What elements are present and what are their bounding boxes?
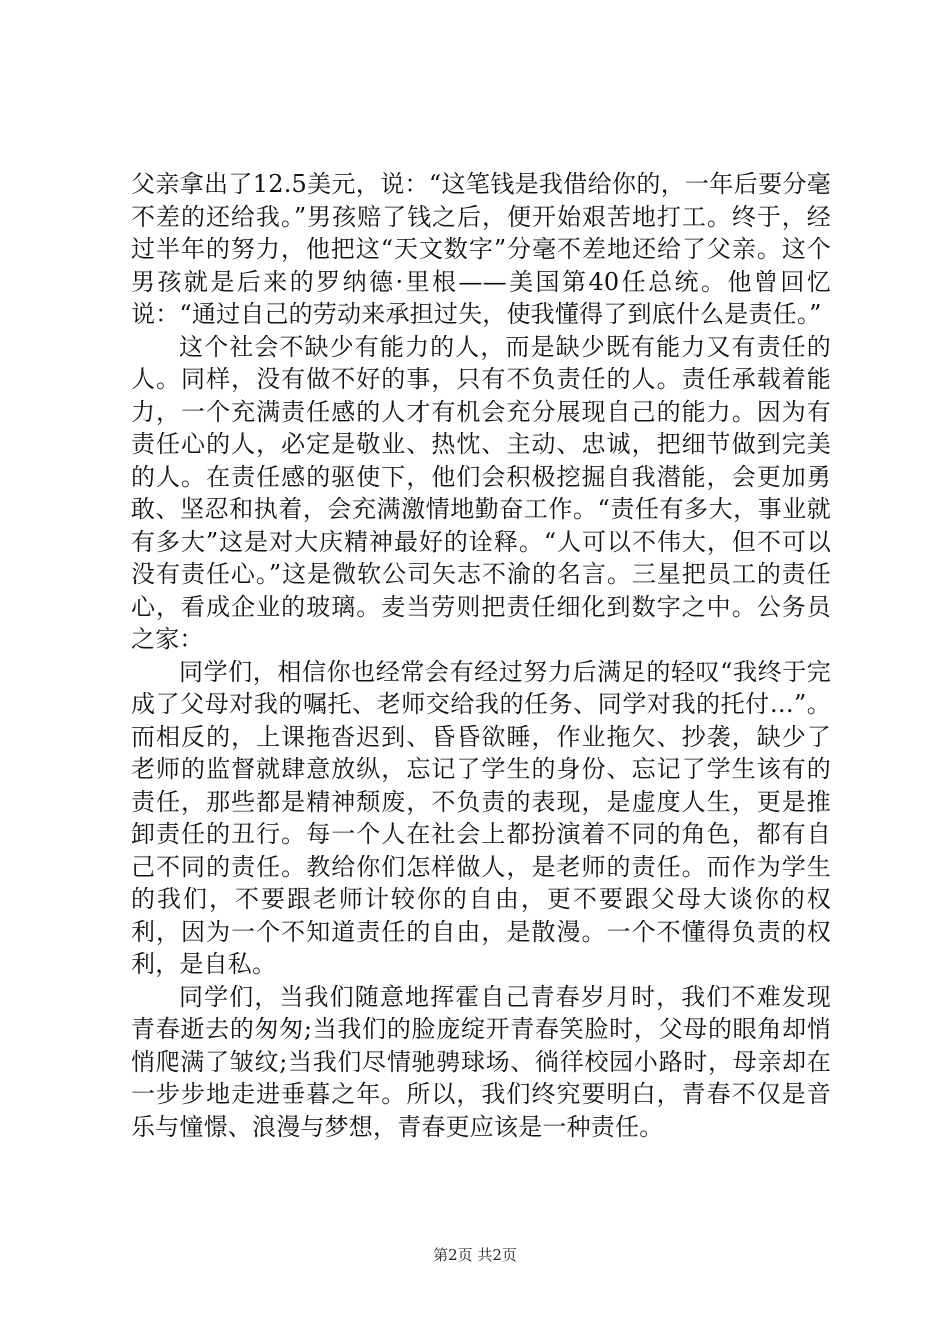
paragraph-youth-responsibility: 同学们，当我们随意地挥霍自己青春岁月时，我们不难发现青春逝去的匆匆;当我们的脸庞绽开青春笑脸时，父母的眼角却悄悄爬满了皱纹;当我们尽情驰骋球场、徜徉校园小路时，母亲却在一步步地走进垂暮之年。所以，我们终究要明白，青春不仅是音乐与憧憬、浪漫与梦想，青春更应该是一种责任。 xyxy=(131,982,831,1141)
paragraph-reagan-story: 父亲拿出了12.5美元，说：“这笔钱是我借给你的，一年后要分毫不差的还给我。”男孩赔了钱之后，便开始艰苦地打工。终于，经过半年的努力，他把这“天文数字”分毫不差地还给了父亲。这个男孩就是后来的罗纳德·里根——美国第40任总统。他曾回忆说：“通过自己的劳动来承担过失，使我懂得了到底什么是责任。” xyxy=(131,170,831,328)
paragraph-ability-responsibility: 这个社会不缺少有能力的人，而是缺少既有能力又有责任的人。同样，没有做不好的事，只有不负责任的人。责任承载着能力，一个充满责任感的人才有机会充分展现自己的能力。因为有责任心的人，必定是敬业、热忱、主动、忠诚，把细节做到完美的人。在责任感的驱使下，他们会积极挖掘自我潜能，会更加勇敢、坚忍和执着，会充满激情地勤奋工作。“责任有多大，事业就有多大”这是对大庆精神最好的诠释。“人可以不伟大，但不可以没有责任心。”这是微软公司矢志不渝的名言。三星把员工的责任心，看成企业的玻璃。麦当劳则把责任细化到数字之中。公务员之家： xyxy=(131,332,831,653)
document-body xyxy=(131,168,831,1143)
paragraph-students-duty: 同学们，相信你也经常会有经过努力后满足的轻叹“我终于完成了父母对我的嘱托、老师交给我的任务、同学对我的托付…”。而相反的，上课拖沓迟到、昏昏欲睡，作业拖欠、抄袭，缺少了老师的监督就肆意放纵，忘记了学生的身份、忘记了学生该有的责任，那些都是精神颓废，不负责的表现，是虚度人生，更是推卸责任的丑行。每一个人在社会上都扮演着不同的角色，都有自己不同的责任。教给你们怎样做人，是老师的责任。而作为学生的我们，不要跟老师计较你的自由，更不要跟父母大谈你的权利，因为一个不知道责任的自由，是散漫。一个不懂得负责的权利，是自私。 xyxy=(131,657,831,978)
page-number-footer: 第2页 共2页 xyxy=(433,1246,517,1264)
